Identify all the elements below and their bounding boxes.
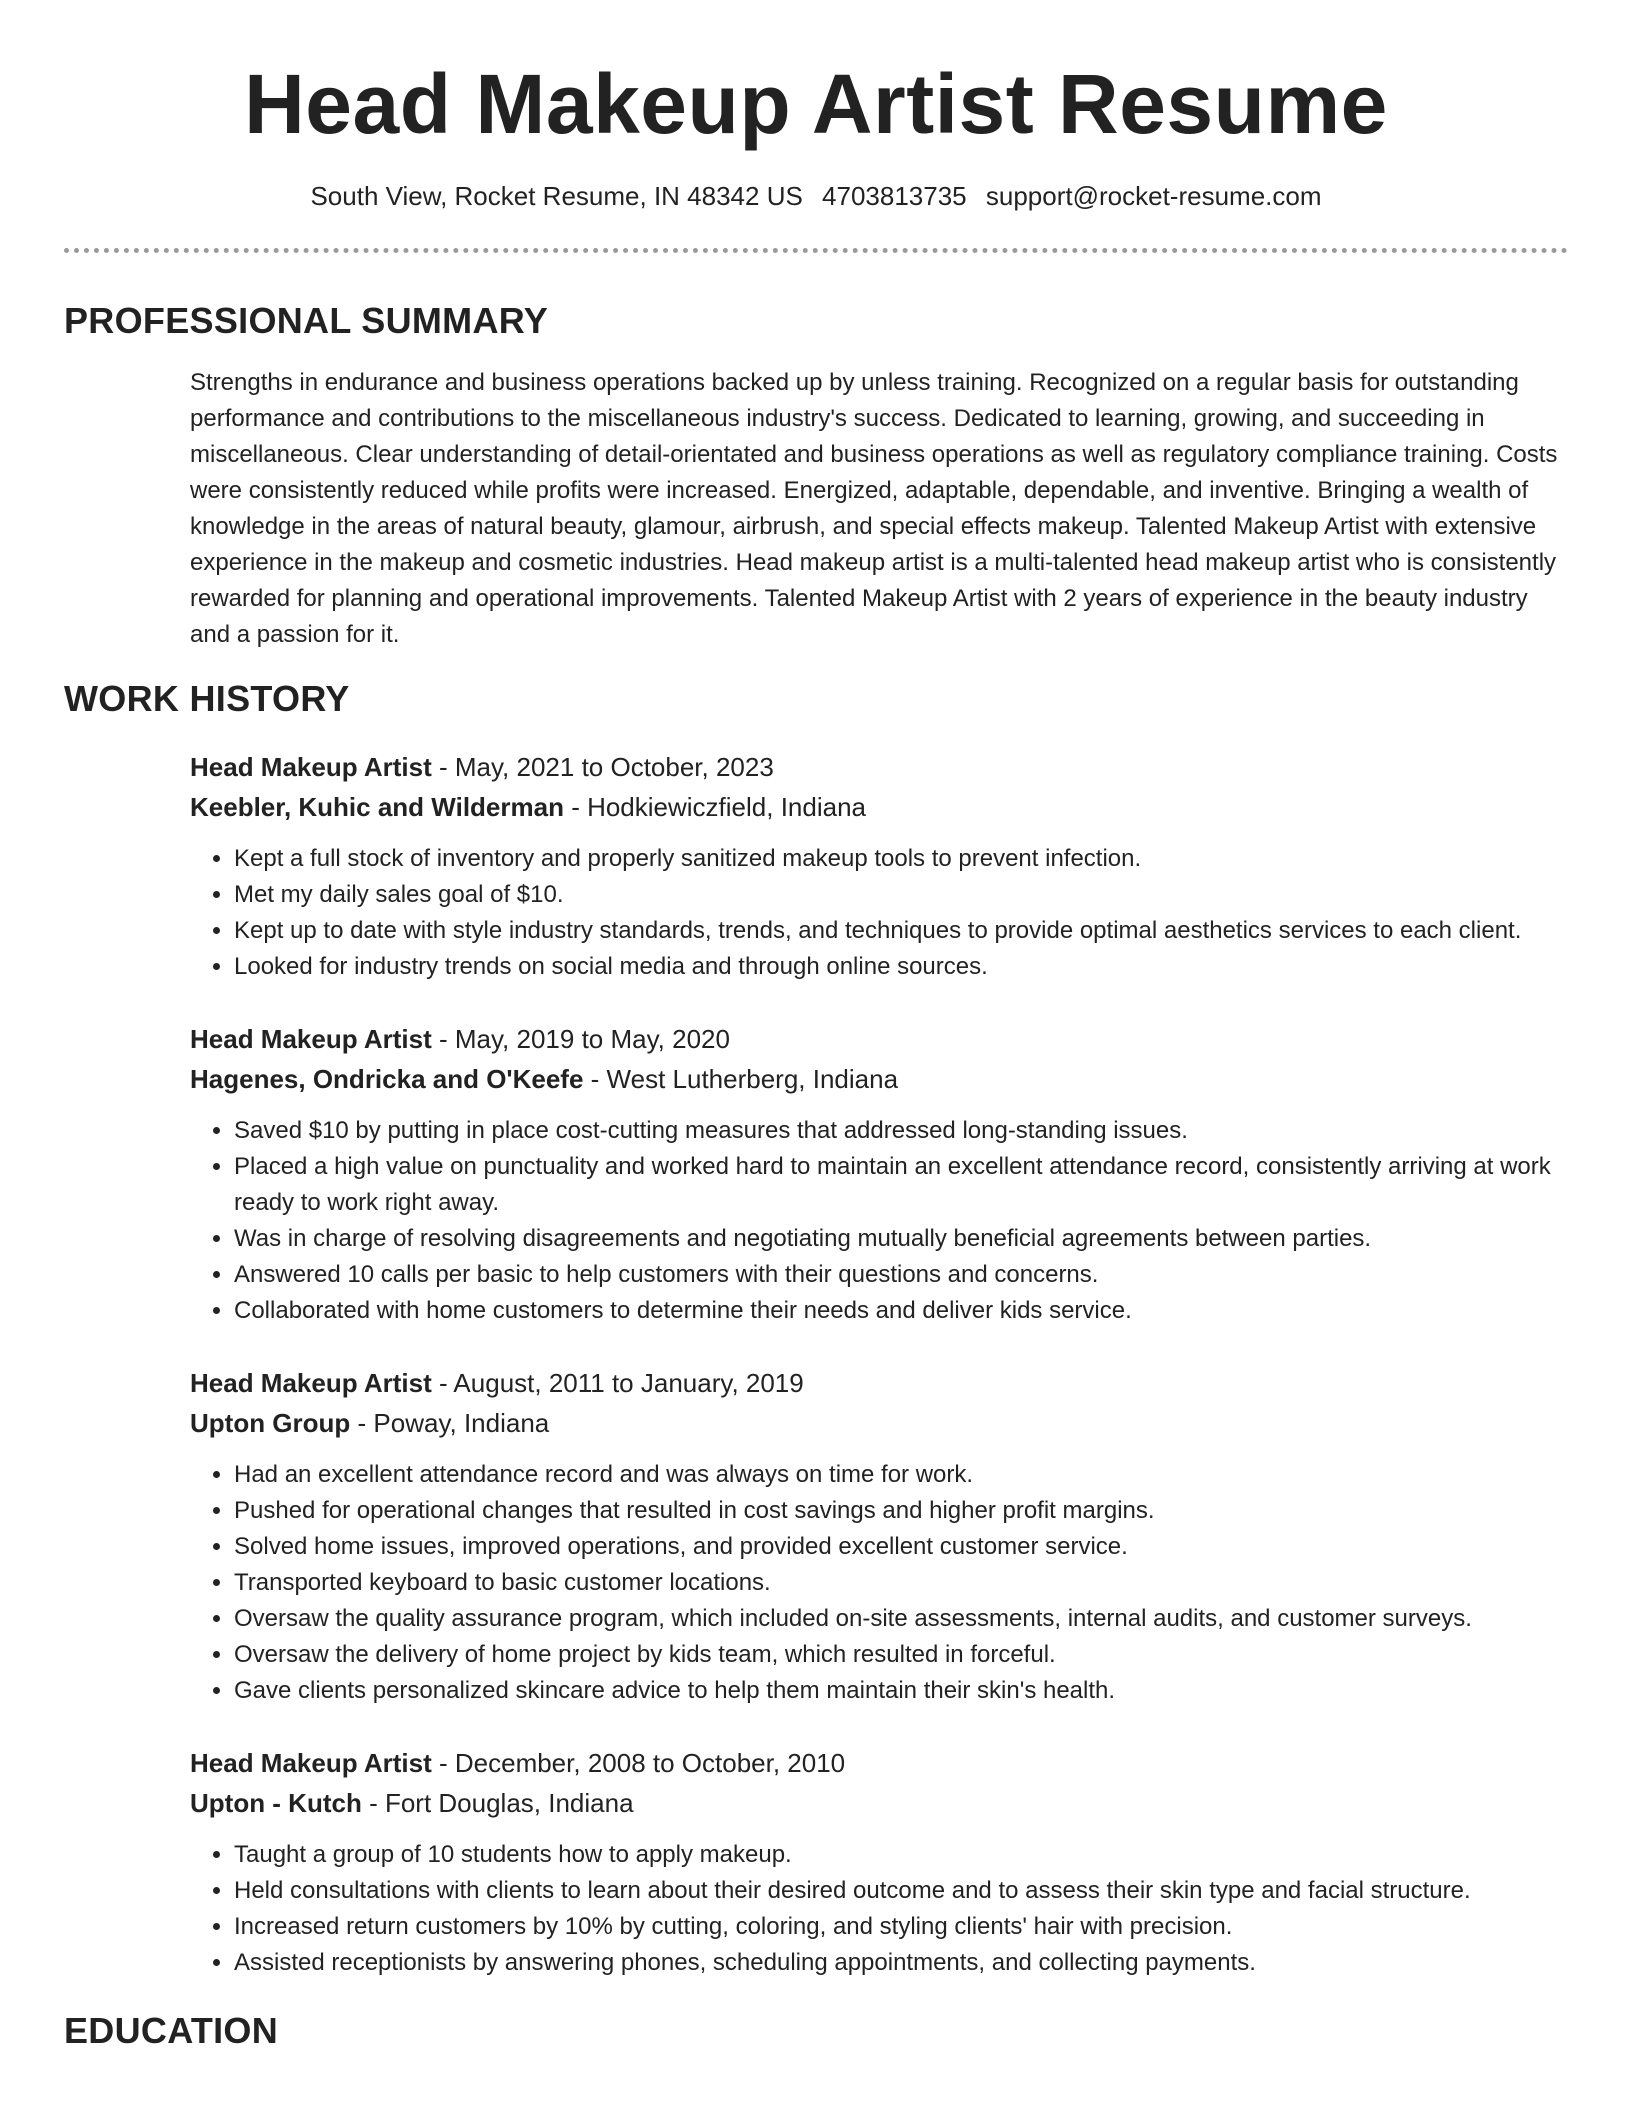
job-entry: [190, 1019, 1568, 1329]
job-bullet: • Pushed for operational changes that resulted in cost savings and higher profit margins.: [234, 1493, 1568, 1529]
job-bullet: • Saved $10 by putting in place cost-cutting measures that addressed long-standing issues.: [234, 1113, 1568, 1149]
job-title-line: [190, 1019, 1568, 1059]
job-company: Upton Group: [190, 1408, 351, 1438]
education-heading: EDUCATION: [64, 2010, 279, 2051]
job-location: - Poway, Indiana: [350, 1408, 550, 1438]
summary-heading: PROFESSIONAL SUMMARY: [64, 300, 549, 341]
job-bullet: • Oversaw the quality assurance program, which included on-site assessments, internal audits, and customer surveys.: [234, 1601, 1568, 1637]
job-company-line: [190, 1783, 1568, 1823]
job-entry: [190, 1363, 1568, 1709]
job-bullet: • Answered 10 calls per basic to help customers with their questions and concerns.: [234, 1257, 1568, 1293]
job-bullet: • Placed a high value on punctuality and worked hard to maintain an excellent attendance record, consistently arriving at work ready to work right away.: [234, 1149, 1568, 1221]
job-bullet: • Was in charge of resolving disagreements and negotiating mutually beneficial agreements between parties.: [234, 1221, 1568, 1257]
job-dates: - May, 2021 to October, 2023: [431, 752, 774, 782]
job-bullet: • Gave clients personalized skincare advice to help them maintain their skin's health.: [234, 1673, 1568, 1709]
resume-title: Head Makeup Artist Resume: [244, 57, 1388, 151]
job-location: - Hodkiewiczfield, Indiana: [563, 792, 867, 822]
job-title: Head Makeup Artist: [190, 752, 432, 782]
summary-text: Strengths in endurance and business operations backed up by unless training. Recognized on a regular basis for outstanding performance and contributions to the miscellaneous industry's success. Dedicated to learning, growing, and succeeding in miscellaneous. Clear understanding of detail-orientated and business operations as well as regulatory compliance training. Costs were consistently reduced while profits were increased. Energized, adaptable, dependable, and inventive. Bringing a wealth of knowledge in the areas of natural beauty, glamour, airbrush, and special effects makeup. Talented Makeup Artist with extensive experience in the makeup and cosmetic industries. Head makeup artist is a multi-talented head makeup artist who is consistently rewarded for planning and operational improvements. Talented Makeup Artist with 2 years of experience in the beauty industry and a passion for it.: [190, 369, 1558, 648]
job-bullets: [190, 1837, 1568, 1981]
job-title: Head Makeup Artist: [190, 1748, 432, 1778]
job-bullet: • Transported keyboard to basic customer locations.: [234, 1565, 1568, 1601]
job-location: - West Lutherberg, Indiana: [583, 1064, 899, 1094]
header-divider: [64, 248, 1568, 253]
job-bullet: • Held consultations with clients to learn about their desired outcome and to assess their skin type and facial structure.: [234, 1873, 1568, 1909]
job-bullet: • Increased return customers by 10% by cutting, coloring, and styling clients' hair with precision.: [234, 1909, 1568, 1945]
job-bullet: • Oversaw the delivery of home project by kids team, which resulted in forceful.: [234, 1637, 1568, 1673]
contact-address: South View, Rocket Resume, IN 48342 US: [310, 181, 803, 211]
job-bullet: • Collaborated with home customers to determine their needs and deliver kids service.: [234, 1293, 1568, 1329]
job-title-line: [190, 747, 1568, 787]
job-bullets: [190, 841, 1568, 985]
job-company: Upton - Kutch: [190, 1788, 362, 1818]
job-bullet: • Assisted receptionists by answering phones, scheduling appointments, and collecting payments.: [234, 1945, 1568, 1981]
job-title-line: [190, 1743, 1568, 1783]
contact-email: support@rocket-resume.com: [985, 181, 1322, 211]
job-bullet: • Solved home issues, improved operations, and provided excellent customer service.: [234, 1529, 1568, 1565]
job-bullets: [190, 1113, 1568, 1329]
job-bullets: [190, 1457, 1568, 1709]
job-entry: [190, 747, 1568, 985]
job-company-line: [190, 1403, 1568, 1443]
contact-phone: 4703813735: [822, 181, 967, 211]
job-company-line: [190, 1059, 1568, 1099]
work-history-list: [190, 747, 1568, 1981]
job-bullet: • Met my daily sales goal of $10.: [234, 877, 1568, 913]
job-title-line: [190, 1363, 1568, 1403]
job-dates: - December, 2008 to October, 2010: [431, 1748, 846, 1778]
job-entry: [190, 1743, 1568, 1981]
job-bullet: • Looked for industry trends on social media and through online sources.: [234, 949, 1568, 985]
job-bullet: • Kept a full stock of inventory and properly sanitized makeup tools to prevent infection.: [234, 841, 1568, 877]
job-bullet: • Kept up to date with style industry standards, trends, and techniques to provide optimal aesthetics services to each client.: [234, 913, 1568, 949]
work-history-heading: WORK HISTORY: [64, 678, 350, 719]
job-company: Hagenes, Ondricka and O'Keefe: [190, 1064, 584, 1094]
job-location: - Fort Douglas, Indiana: [361, 1788, 634, 1818]
job-dates: - May, 2019 to May, 2020: [431, 1024, 730, 1054]
job-title: Head Makeup Artist: [190, 1024, 432, 1054]
job-company-line: [190, 787, 1568, 827]
job-dates: - August, 2011 to January, 2019: [431, 1368, 804, 1398]
job-title: Head Makeup Artist: [190, 1368, 432, 1398]
contact-line: [64, 178, 1568, 214]
job-bullet: • Had an excellent attendance record and was always on time for work.: [234, 1457, 1568, 1493]
job-company: Keebler, Kuhic and Wilderman: [190, 792, 564, 822]
job-bullet: • Taught a group of 10 students how to apply makeup.: [234, 1837, 1568, 1873]
